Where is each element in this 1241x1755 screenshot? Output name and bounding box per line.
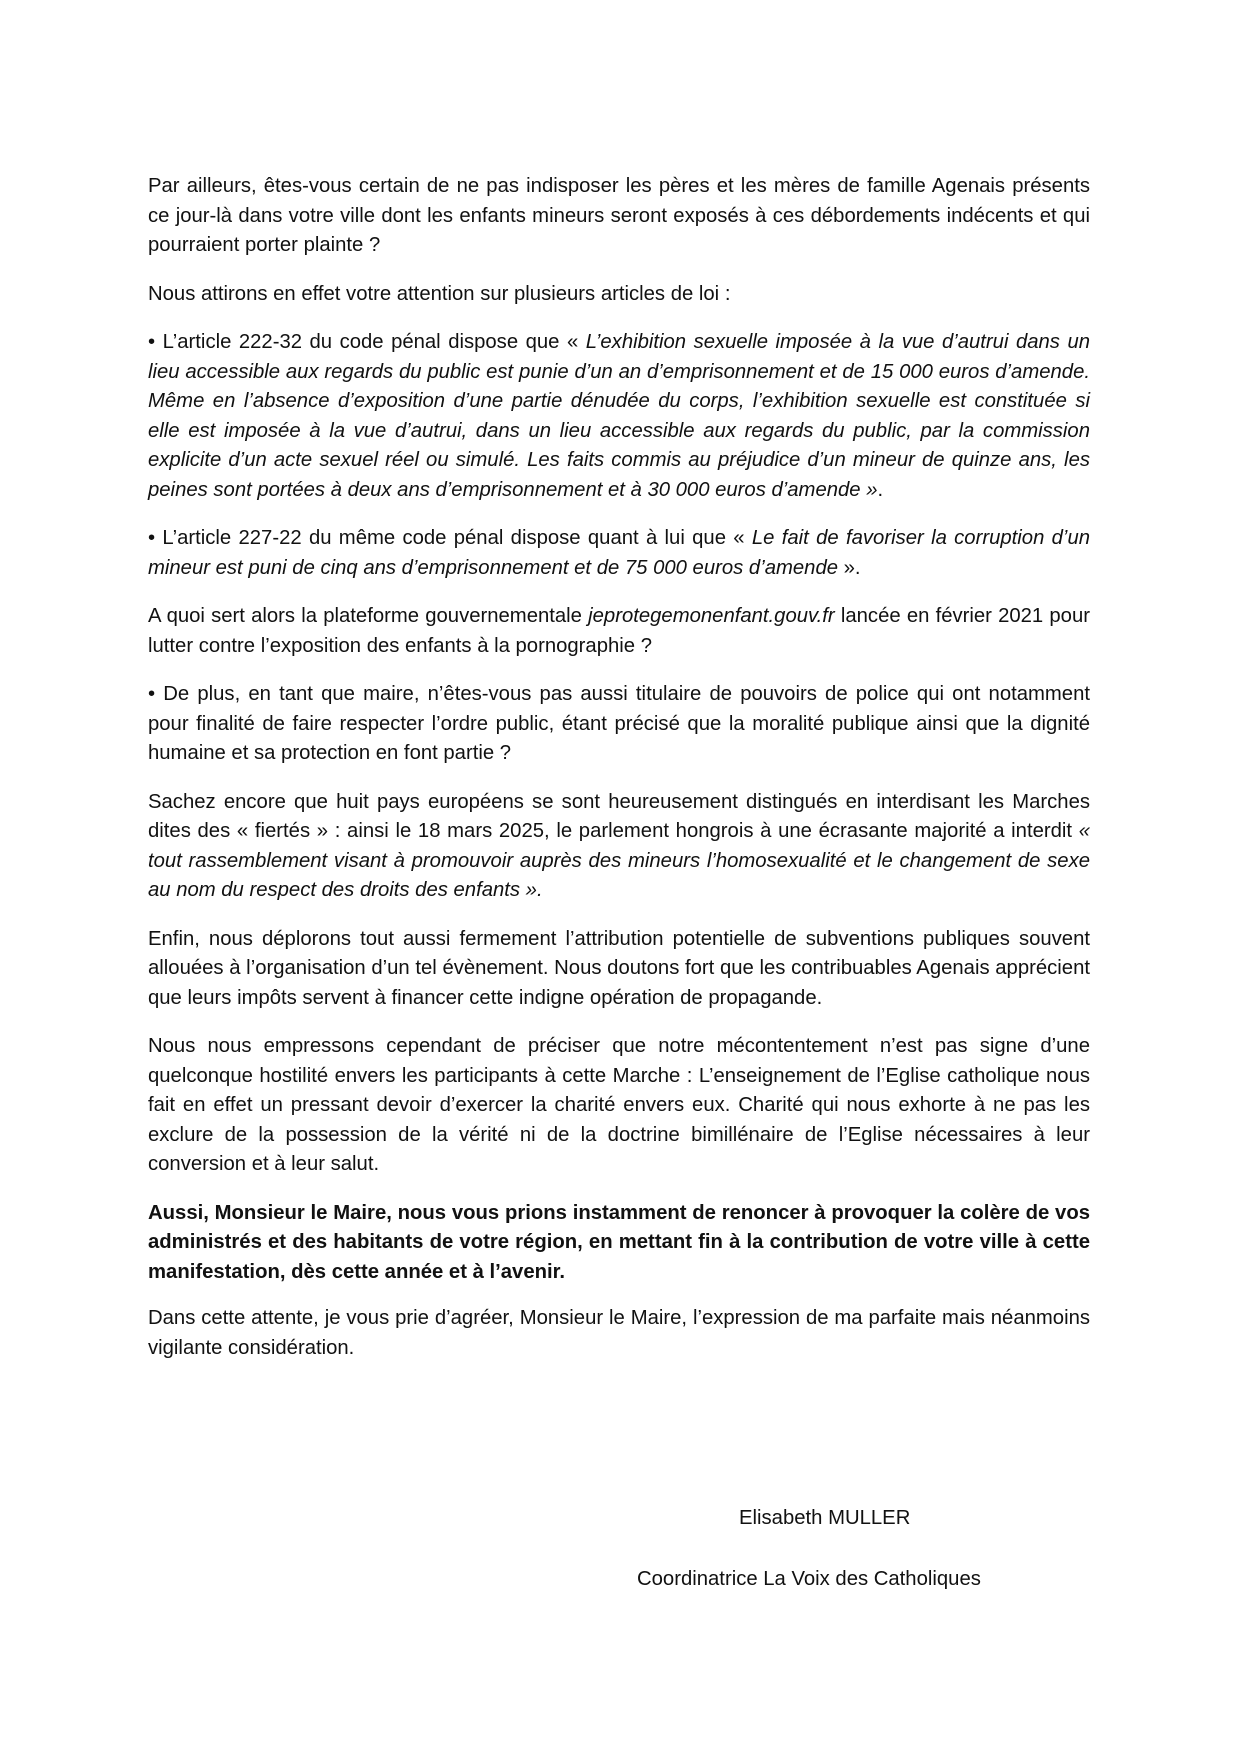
signature-role: Coordinatrice La Voix des Catholiques [637, 1568, 981, 1590]
hungarian-law-quote: « tout rassemblement visant à promouvoir auprès des mineurs l’homosexualité et le changement de sexe au nom du respect des droits des enfants ». [148, 820, 1090, 901]
paragraph-parents-complaint: Par ailleurs, êtes-vous certain de ne pas indisposer les pères et les mères de famille Agenais présents ce jour-là dans votre ville dont les enfants mineurs seront exposés à ces débordements indécents et qui pourraient porter plainte ? [148, 175, 1090, 256]
paragraph-article-222-32 [148, 328, 1090, 505]
article-222-32-end: . [877, 478, 884, 501]
letter-body [148, 172, 1090, 1382]
article-222-32-quote: L’exhibition sexuelle imposée à la vue d’autrui dans un lieu accessible aux regards du public est punie d’un an d’emprisonnement et de 15 000 euros d’amende. Même en l’absence d’exposition d’une partie dénudée du corps, l’exhibition sexuelle est constituée si elle est imposée à la vue d’autrui, dans un lieu accessible aux regards du public, par la commission explicite d’un acte sexuel réel ou simulé. Les faits commis au préjudice d’un mineur de quinze ans, les peines sont portées à deux ans d’emprisonnement et à 30 000 euros d’amende » [148, 331, 1090, 501]
article-227-22-end: ». [838, 556, 861, 579]
platform-end: lancée en février 2021 pour lutter contre l’exposition des enfants à la pornographie ? [148, 605, 1090, 657]
article-227-22-intro: • L’article 227-22 du même code pénal dispose quant à lui que « [148, 527, 752, 549]
paragraph-request: Aussi, Monsieur le Maire, nous vous prions instamment de renoncer à provoquer la colère de vos administrés et des habitants de votre région, en mettant fin à la contribution de votre ville à cette manifestation, dès cette année et à l’avenir. [148, 1201, 1090, 1283]
paragraph-charity: Nous nous empressons cependant de préciser que notre mécontentement n’est pas signe d’une quelconque hostilité envers les participants à cette Marche : L’enseignement de l’Eglise catholique nous fait en effet un pressant devoir d’exercer la charité envers eux. Charité qui nous exhorte à ne pas les exclure de la possession de la vérité ni de la doctrine bimillénaire de l’Eglise nécessaires à leur conversion et à leur salut. [148, 1035, 1090, 1175]
paragraph-public-subsidies: Enfin, nous déplorons tout aussi fermement l’attribution potentielle de subventions publiques souvent allouées à l’organisation d’un tel évènement. Nous doutons fort que les contribuables Agenais apprécient que leurs impôts servent à financer cette indigne opération de propagande. [148, 927, 1090, 1009]
platform-site-name: jeprotegemonenfant.gouv.fr [588, 605, 835, 627]
article-227-22-quote: Le fait de favoriser la corruption d’un mineur est puni de cinq ans d’emprisonnement et de 75 000 euros d’amende [148, 527, 1090, 579]
signature-name: Elisabeth MULLER [739, 1507, 911, 1529]
european-countries-intro: Sachez encore que huit pays européens se sont heureusement distingués en interdisant les Marches dites des « fiertés » : ainsi le 18 mars 2025, le parlement hongrois à une écrasante majorité a interdit [148, 790, 1090, 842]
paragraph-closing: Dans cette attente, je vous prie d’agréer, Monsieur le Maire, l’expression de ma parfaite mais néanmoins vigilante considération. [148, 1307, 1090, 1359]
article-222-32-intro: • L’article 222-32 du code pénal dispose que « [148, 331, 586, 353]
paragraph-police-powers: • De plus, en tant que maire, n’êtes-vous pas aussi titulaire de pouvoirs de police qui ont notamment pour finalité de faire respecter l’ordre public, étant précisé que la moralité publique ainsi que la dignité humaine et sa protection en font partie ? [148, 683, 1090, 764]
paragraph-european-countries [148, 788, 1090, 906]
paragraph-article-227-22 [148, 524, 1090, 583]
paragraph-law-intro: Nous attirons en effet votre attention sur plusieurs articles de loi : [148, 282, 731, 305]
paragraph-government-platform [148, 602, 1090, 661]
platform-intro: A quoi sert alors la plateforme gouvernementale [148, 605, 589, 627]
